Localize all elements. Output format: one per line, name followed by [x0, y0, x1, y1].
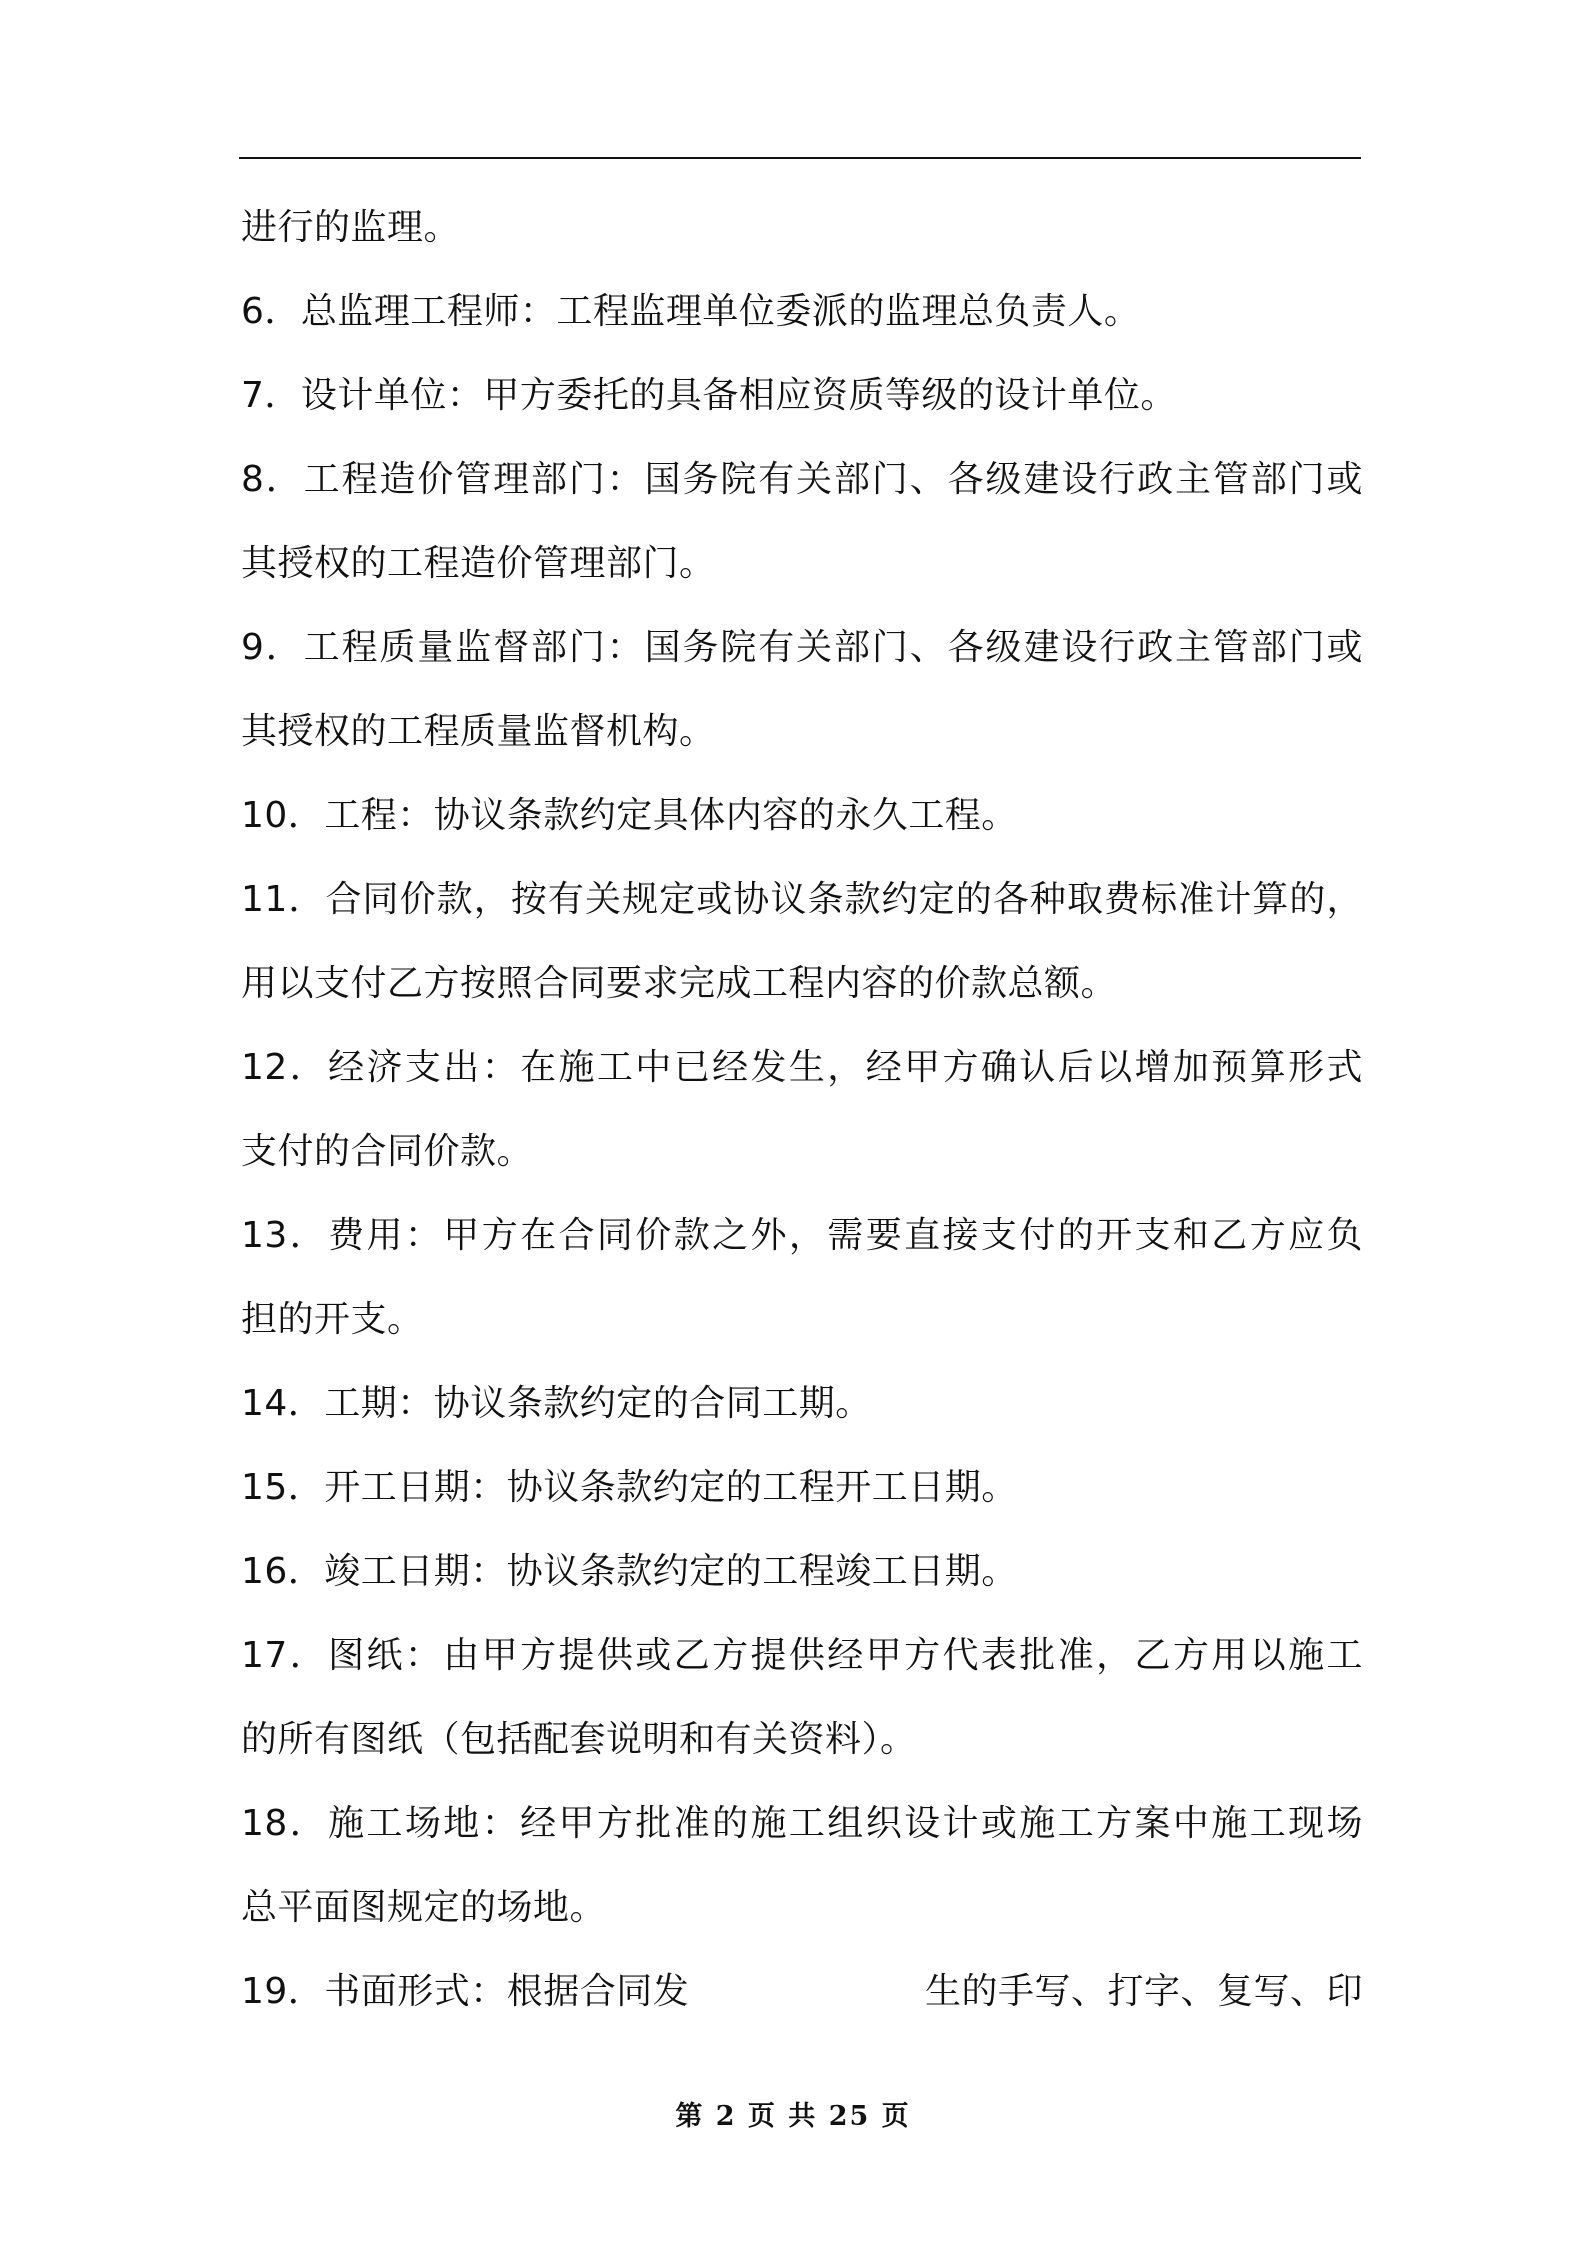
- text-line: 7．设计单位：甲方委托的具备相应资质等级的设计单位。: [241, 375, 1177, 416]
- text-line: 支付的合同价款。: [241, 1131, 534, 1172]
- text-line-left-fragment: 19．书面形式：根据合同发: [241, 1971, 690, 2012]
- page-number: 第 2 页 共 25 页: [675, 2101, 911, 2132]
- text-line: 13．费用：甲方在合同价款之外，需要直接支付的开支和乙方应负: [241, 1215, 1363, 1256]
- body-text: [241, 190, 1363, 2038]
- text-line: 8．工程造价管理部门：国务院有关部门、各级建设行政主管部门或: [241, 459, 1363, 500]
- text-line: 15．开工日期：协议条款约定的工程开工日期。: [241, 1467, 1018, 1508]
- text-line-with-gap: [241, 1954, 1363, 2038]
- text-line: 进行的监理。: [241, 207, 461, 248]
- text-line: 11．合同价款，按有关规定或协议条款约定的各种取费标准计算的，: [241, 879, 1363, 920]
- text-line: 14．工期：协议条款约定的合同工期。: [241, 1383, 872, 1424]
- text-line: 16．竣工日期：协议条款约定的工程竣工日期。: [241, 1551, 1018, 1592]
- text-line: 12．经济支出：在施工中已经发生，经甲方确认后以增加预算形式: [241, 1047, 1363, 1088]
- text-line: 17．图纸：由甲方提供或乙方提供经甲方代表批准，乙方用以施工: [241, 1635, 1363, 1676]
- text-line: 其授权的工程造价管理部门。: [241, 543, 716, 584]
- text-line: 其授权的工程质量监督机构。: [241, 711, 716, 752]
- text-line-right-fragment: 生的手写、打字、复写、印: [924, 1971, 1363, 2012]
- text-line: 担的开支。: [241, 1299, 424, 1340]
- text-line: 10．工程：协议条款约定具体内容的永久工程。: [241, 795, 1018, 836]
- header-rule: [239, 157, 1361, 159]
- text-line: 18．施工场地：经甲方批准的施工组织设计或施工方案中施工现场: [241, 1803, 1363, 1844]
- text-line: 的所有图纸（包括配套说明和有关资料）。: [241, 1719, 917, 1760]
- text-line: 用以支付乙方按照合同要求完成工程内容的价款总额。: [241, 963, 1118, 1004]
- text-line: 总平面图规定的场地。: [241, 1887, 607, 1928]
- text-line: 6．总监理工程师：工程监理单位委派的监理总负责人。: [241, 291, 1141, 332]
- text-line: 9．工程质量监督部门：国务院有关部门、各级建设行政主管部门或: [241, 627, 1363, 668]
